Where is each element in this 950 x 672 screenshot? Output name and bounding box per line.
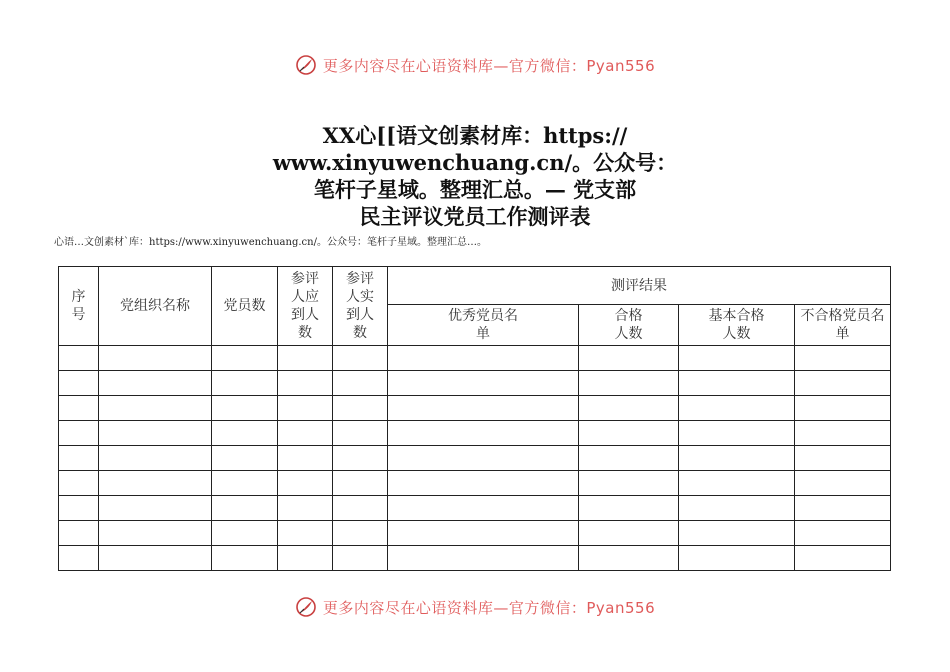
table-cell[interactable]: [212, 496, 278, 521]
document-title: [0, 122, 950, 230]
table-cell[interactable]: [579, 521, 679, 546]
header-member-count: 党员数: [212, 267, 278, 346]
table-cell[interactable]: [579, 396, 679, 421]
table-cell[interactable]: [59, 396, 99, 421]
header-excellent: 优秀党员名单: [388, 305, 579, 346]
table-cell[interactable]: [579, 471, 679, 496]
table-cell[interactable]: [388, 346, 579, 371]
quill-logo-icon: [295, 54, 317, 76]
header-result-group: 测评结果: [388, 267, 891, 305]
table-cell[interactable]: [59, 346, 99, 371]
table-cell[interactable]: [99, 546, 212, 571]
table-cell[interactable]: [579, 446, 679, 471]
title-line-1: XX心[[语文创素材库：https://: [322, 123, 628, 148]
title-line-3: 笔杆子星域。整理汇总。— 党支部: [313, 177, 637, 202]
table-row: [59, 371, 891, 396]
table-cell[interactable]: [795, 546, 891, 571]
table-cell[interactable]: [579, 346, 679, 371]
table-cell[interactable]: [99, 496, 212, 521]
table-cell[interactable]: [212, 371, 278, 396]
table-cell[interactable]: [333, 346, 388, 371]
table-cell[interactable]: [679, 371, 795, 396]
table-cell[interactable]: [388, 396, 579, 421]
table-cell[interactable]: [59, 421, 99, 446]
table-cell[interactable]: [795, 471, 891, 496]
table-row: [59, 471, 891, 496]
table-cell[interactable]: [388, 546, 579, 571]
table-body: [59, 346, 891, 571]
table-cell[interactable]: [333, 521, 388, 546]
table-cell[interactable]: [579, 496, 679, 521]
table-cell[interactable]: [59, 496, 99, 521]
table-cell[interactable]: [59, 446, 99, 471]
table-cell[interactable]: [59, 546, 99, 571]
table-cell[interactable]: [278, 446, 333, 471]
table-cell[interactable]: [679, 546, 795, 571]
table-cell[interactable]: [579, 371, 679, 396]
table-cell[interactable]: [795, 396, 891, 421]
watermark-footer: [0, 596, 950, 618]
table-row: [59, 396, 891, 421]
table-cell[interactable]: [388, 471, 579, 496]
table-row: [59, 346, 891, 371]
table-cell[interactable]: [278, 396, 333, 421]
evaluation-table: [58, 266, 891, 571]
table-cell[interactable]: [679, 346, 795, 371]
table-cell[interactable]: [333, 446, 388, 471]
table-cell[interactable]: [579, 421, 679, 446]
table-cell[interactable]: [795, 521, 891, 546]
table-cell[interactable]: [579, 546, 679, 571]
table-row: [59, 496, 891, 521]
table-cell[interactable]: [278, 546, 333, 571]
table-cell[interactable]: [278, 521, 333, 546]
table-row: [59, 521, 891, 546]
quill-logo-icon: [295, 596, 317, 618]
header-actual-attend: 参评人实到人数: [333, 267, 388, 346]
table-cell[interactable]: [99, 446, 212, 471]
table-row: [59, 446, 891, 471]
table-cell[interactable]: [333, 421, 388, 446]
table-cell[interactable]: [212, 446, 278, 471]
table-cell[interactable]: [212, 521, 278, 546]
table-cell[interactable]: [99, 421, 212, 446]
table-cell[interactable]: [388, 496, 579, 521]
table-cell[interactable]: [212, 396, 278, 421]
table-cell[interactable]: [278, 471, 333, 496]
table-cell[interactable]: [59, 371, 99, 396]
table-cell[interactable]: [212, 421, 278, 446]
watermark-text: 更多内容尽在心语资料库—官方微信：Pyan556: [322, 56, 656, 75]
title-line-2: www.xinyuwenchuang.cn/。公众号：: [272, 150, 678, 175]
table-cell[interactable]: [679, 446, 795, 471]
table-cell[interactable]: [333, 496, 388, 521]
table-cell[interactable]: [99, 396, 212, 421]
table-cell[interactable]: [333, 471, 388, 496]
header-qualified: 合格人数: [579, 305, 679, 346]
table-cell[interactable]: [795, 421, 891, 446]
table-cell[interactable]: [99, 346, 212, 371]
title-line-4: 民主评议党员工作测评表: [359, 204, 591, 229]
header-seq: 序号: [59, 267, 99, 346]
table-cell[interactable]: [278, 421, 333, 446]
table-cell[interactable]: [212, 546, 278, 571]
table-cell[interactable]: [795, 346, 891, 371]
table-cell[interactable]: [795, 371, 891, 396]
header-org-name: 党组织名称: [99, 267, 212, 346]
table-cell[interactable]: [212, 346, 278, 371]
table-cell[interactable]: [278, 496, 333, 521]
table-cell[interactable]: [59, 471, 99, 496]
watermark-text: 更多内容尽在心语资料库—官方微信：Pyan556: [322, 598, 656, 617]
table-cell[interactable]: [679, 396, 795, 421]
table-cell[interactable]: [679, 471, 795, 496]
table-cell[interactable]: [99, 371, 212, 396]
table-cell[interactable]: [278, 346, 333, 371]
table-row: [59, 546, 891, 571]
watermark-header: [0, 54, 950, 76]
table-cell[interactable]: [333, 546, 388, 571]
table-cell[interactable]: [59, 521, 99, 546]
header-unqualified: 不合格党员名单: [795, 305, 891, 346]
table-cell[interactable]: [795, 446, 891, 471]
table-cell[interactable]: [333, 396, 388, 421]
table-cell[interactable]: [212, 471, 278, 496]
table-cell[interactable]: [333, 371, 388, 396]
table-cell[interactable]: [388, 371, 579, 396]
table-cell[interactable]: [278, 371, 333, 396]
source-note: 心语…文创素材`库：https://www.xinyuwenchuang.cn/。公众号：笔杆子星域。整理汇总…。: [54, 237, 487, 248]
table-cell[interactable]: [679, 421, 795, 446]
header-basic-qualified: 基本合格人数: [679, 305, 795, 346]
table-cell[interactable]: [388, 421, 579, 446]
table-cell[interactable]: [795, 496, 891, 521]
table-row: [59, 421, 891, 446]
table-cell[interactable]: [679, 496, 795, 521]
header-should-attend: 参评人应到人数: [278, 267, 333, 346]
table-cell[interactable]: [388, 521, 579, 546]
table-cell[interactable]: [99, 521, 212, 546]
table-cell[interactable]: [99, 471, 212, 496]
table-cell[interactable]: [388, 446, 579, 471]
table-cell[interactable]: [679, 521, 795, 546]
